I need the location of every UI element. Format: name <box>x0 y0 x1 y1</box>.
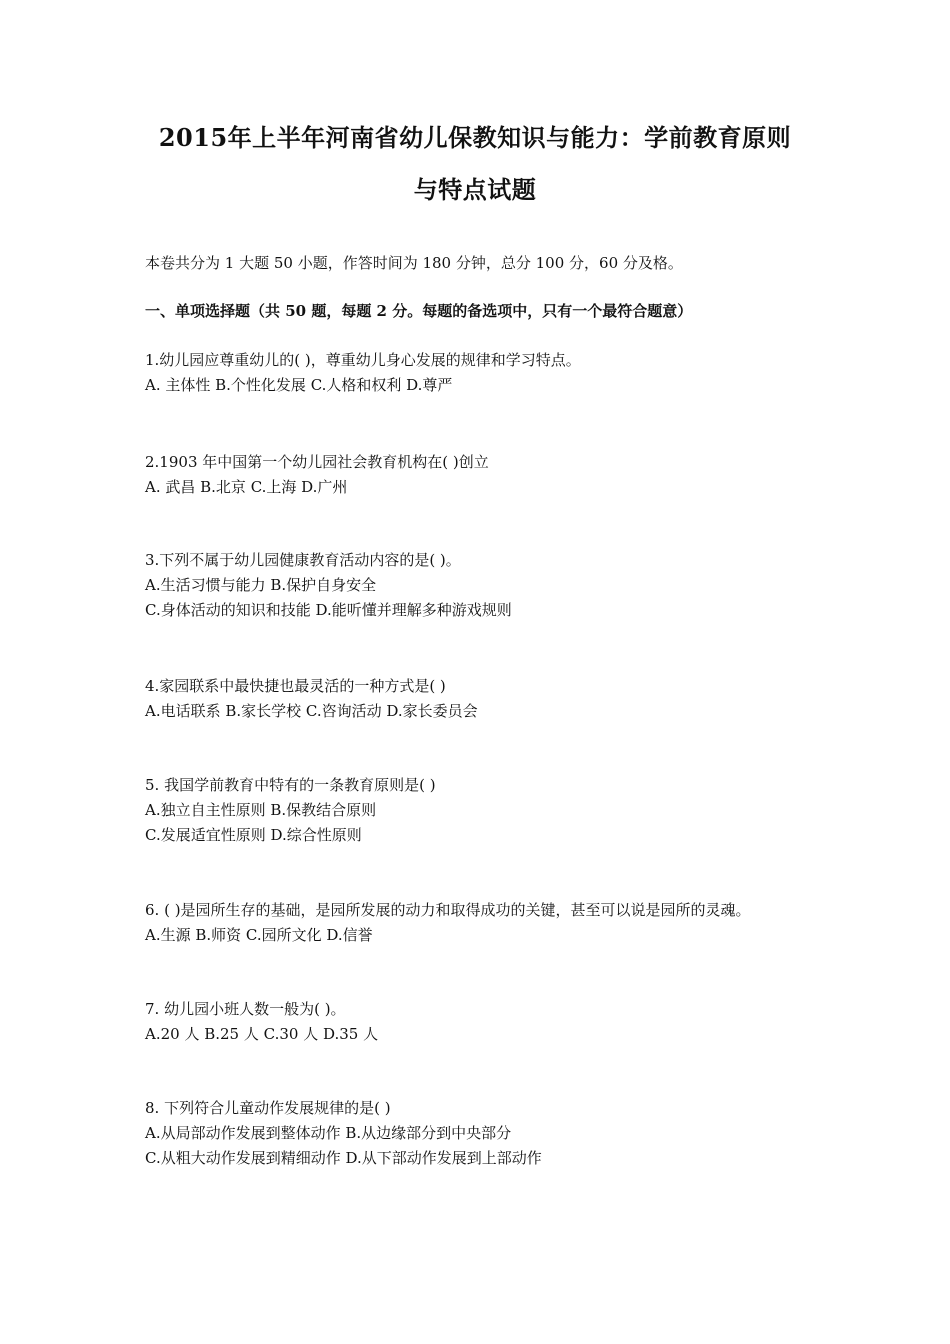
question-stem: 4.家园联系中最快捷也最灵活的一种方式是( ) <box>145 677 446 695</box>
document-title-line-1: 2015年上半年河南省幼儿保教知识与能力：学前教育原则 <box>158 123 792 152</box>
question-options: C.身体活动的知识和技能 D.能听懂并理解多种游戏规则 <box>145 601 512 619</box>
section-heading: 一、单项选择题（共 50 题，每题 2 分。每题的备选项中，只有一个最符合题意） <box>145 302 693 320</box>
question-stem: 5. 我国学前教育中特有的一条教育原则是( ) <box>145 776 436 794</box>
question-4 <box>145 674 845 724</box>
question-options: A.生活习惯与能力 B.保护自身安全 <box>145 576 377 594</box>
document-title-line-2: 与特点试题 <box>413 175 537 204</box>
exam-intro: 本卷共分为 1 大题 50 小题，作答时间为 180 分钟，总分 100 分，60 分及格。 <box>145 254 683 272</box>
question-options: A.从局部动作发展到整体动作 B.从边缘部分到中央部分 <box>145 1124 512 1142</box>
question-7 <box>145 997 845 1047</box>
question-1 <box>145 348 845 398</box>
question-options: A.生源 B.师资 C.园所文化 D.信誉 <box>145 926 373 944</box>
question-options: C.从粗大动作发展到精细动作 D.从下部动作发展到上部动作 <box>145 1149 542 1167</box>
question-options: A.20 人 B.25 人 C.30 人 D.35 人 <box>145 1025 379 1043</box>
question-2 <box>145 450 845 500</box>
question-options: A. 主体性 B.个性化发展 C.人格和权利 D.尊严 <box>145 376 453 394</box>
question-options: A. 武昌 B.北京 C.上海 D.广州 <box>145 478 348 496</box>
question-stem: 6. ( )是园所生存的基础，是园所发展的动力和取得成功的关键，甚至可以说是园所的灵魂。 <box>145 901 751 919</box>
question-6 <box>145 898 845 948</box>
question-stem: 3.下列不属于幼儿园健康教育活动内容的是( )。 <box>145 551 461 569</box>
question-stem: 2.1903 年中国第一个幼儿园社会教育机构在( )创立 <box>145 453 489 471</box>
question-3 <box>145 548 845 623</box>
question-options: A.电话联系 B.家长学校 C.咨询活动 D.家长委员会 <box>145 702 478 720</box>
question-stem: 1.幼儿园应尊重幼儿的( )，尊重幼儿身心发展的规律和学习特点。 <box>145 351 581 369</box>
question-options: A.独立自主性原则 B.保教结合原则 <box>145 801 377 819</box>
question-5 <box>145 773 845 848</box>
question-stem: 7. 幼儿园小班人数一般为( )。 <box>145 1000 346 1018</box>
question-stem: 8. 下列符合儿童动作发展规律的是( ) <box>145 1099 391 1117</box>
question-8 <box>145 1096 845 1171</box>
question-options: C.发展适宜性原则 D.综合性原则 <box>145 826 362 844</box>
